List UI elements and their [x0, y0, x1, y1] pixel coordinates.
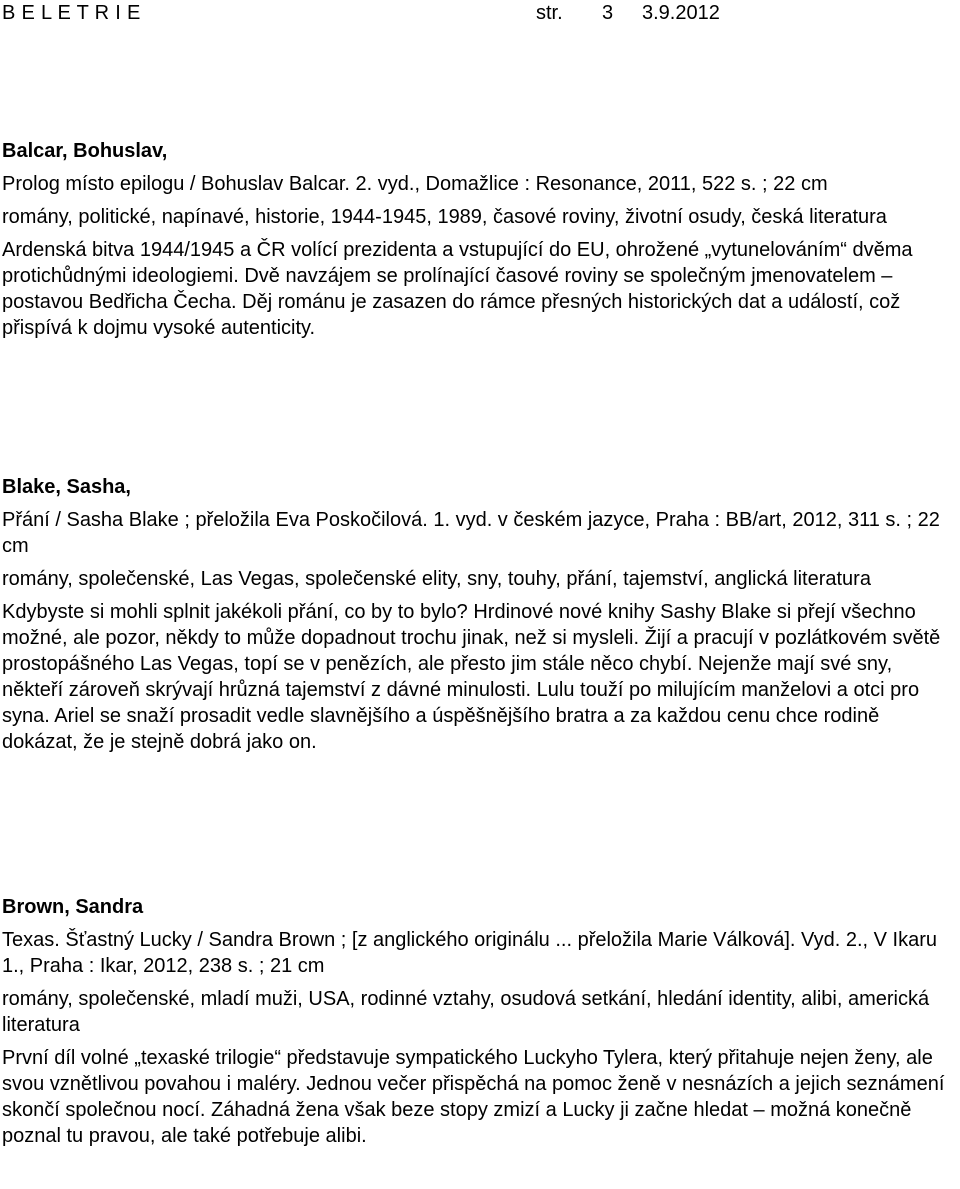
- entry-subjects: romány, společenské, Las Vegas, společenské elity, sny, touhy, přání, tajemství, anglická literatura: [2, 568, 871, 590]
- entry-annotation: Kdybyste si mohli splnit jakékoli přání, co by to bylo? Hrdinové nové knihy Sashy Blake si přejí všechno možné, ale pozor, někdy to může dopadnout trochu jinak, než si mysleli. Žijí a pracují v pozlátkovém světě prostopášného Las Vegas, topí se v penězích, ale přesto jim stále něco chybí. Nejenže mají své sny, někteří zároveň skrývají hrůzná tajemství z dávné minulosti. Lulu touží po milujícím manželovi a otci pro syna. Ariel se snaží prosadit vedle slavnějšího a úspěšnějšího bratra a za každou cenu chce rodině dokázat, že je stejně dobrá jako on.: [2, 601, 941, 753]
- entry-citation: Texas. Šťastný Lucky / Sandra Brown ; [z anglického originálu ... přeložila Marie Válková]. Vyd. 2., V Ikaru 1., Praha : Ikar, 2012, 238 s. ; 21 cm: [2, 929, 937, 977]
- document-page: [2, 0, 958, 1147]
- book-entry: [2, 474, 958, 755]
- entry-subjects: romány, společenské, mladí muži, USA, rodinné vztahy, osudová setkání, hledání identity, alibi, americká literatura: [2, 988, 930, 1036]
- page-header: [2, 0, 958, 26]
- entry-author: Blake, Sasha,: [2, 476, 131, 498]
- issue-date: 3.9.2012: [642, 2, 720, 24]
- entry-subjects: romány, politické, napínavé, historie, 1944-1945, 1989, časové roviny, životní osudy, česká literatura: [2, 206, 887, 228]
- book-entry: [2, 894, 958, 1149]
- page-label: str.: [536, 2, 563, 24]
- section-title: B E L E T R I E: [2, 2, 141, 24]
- entry-author: Balcar, Bohuslav,: [2, 140, 168, 162]
- entry-annotation: Ardenská bitva 1944/1945 a ČR volící prezidenta a vstupující do EU, ohrožené „vytunelováním“ dvěma protichůdnými ideologiemi. Dvě navzájem se prolínající časové roviny se společným jmenovatelem – postavou Bedřicha Čecha. Děj románu je zasazen do rámce přesných historických dat a událostí, což přispívá k dojmu vysoké autenticity.: [2, 239, 913, 339]
- entry-citation: Přání / Sasha Blake ; přeložila Eva Poskočilová. 1. vyd. v českém jazyce, Praha : BB/art, 2012, 311 s. ; 22 cm: [2, 509, 940, 557]
- entry-annotation: První díl volné „texaské trilogie“ představuje sympatického Luckyho Tylera, který přitahuje nejen ženy, ale svou vznětlivou povahou i maléry. Jednou večer přispěchá na pomoc ženě v nesnázích a jejich seznámení skončí společnou nocí. Záhadná žena však beze stopy zmizí a Lucky ji začne hledat – možná konečně poznal tu pravou, ale také potřebuje alibi.: [2, 1047, 945, 1147]
- entry-author: Brown, Sandra: [2, 896, 144, 918]
- entry-citation: Prolog místo epilogu / Bohuslav Balcar. 2. vyd., Domažlice : Resonance, 2011, 522 s. ; 22 cm: [2, 173, 828, 195]
- page-number: 3: [602, 2, 614, 24]
- book-entry: [2, 138, 958, 341]
